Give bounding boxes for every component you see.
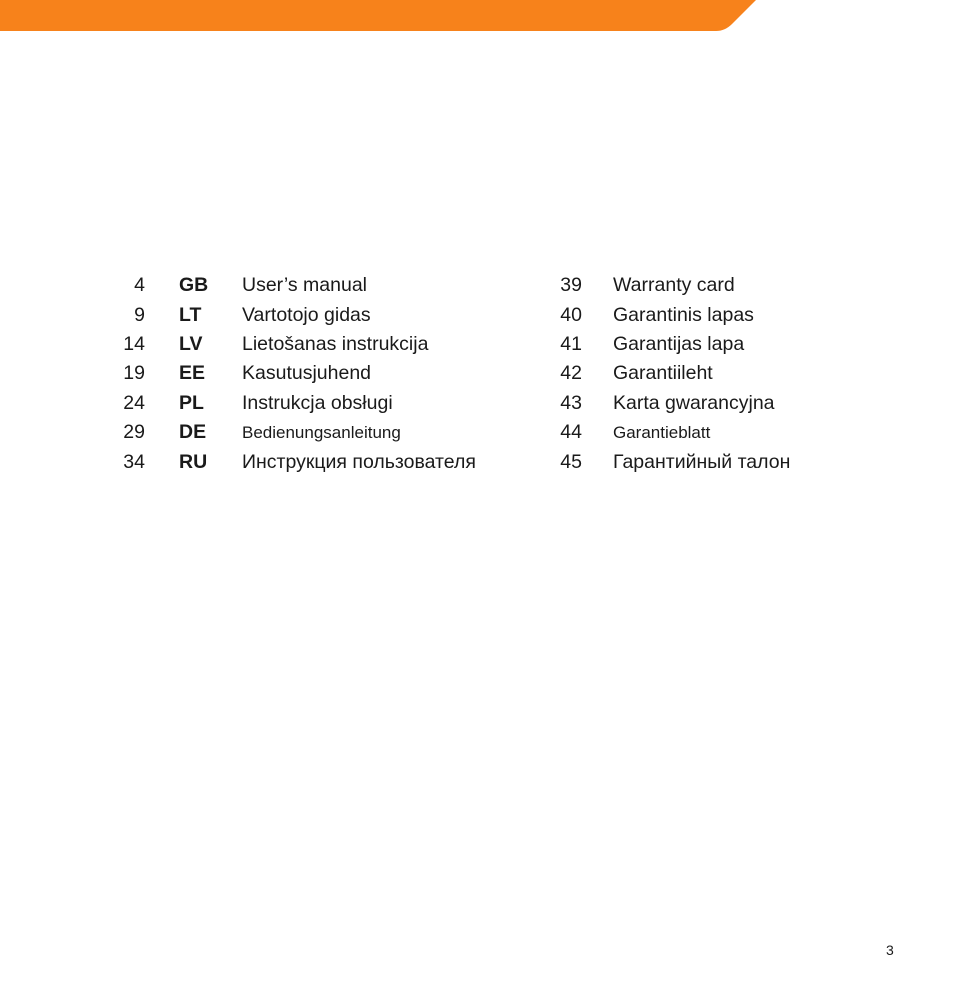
warranty-entry-ee (540, 359, 790, 388)
toc-page-number: 29 (123, 421, 145, 444)
toc-title: Garantijas lapa (613, 332, 745, 355)
toc-language-code: DE (179, 421, 207, 444)
toc-language-code: GB (179, 274, 209, 297)
toc-title: Warranty card (613, 274, 735, 297)
toc-language-code: EE (179, 362, 206, 385)
toc-page-number: 42 (560, 362, 582, 385)
toc-entry-lv (100, 330, 476, 359)
toc-title: Kasutusjuhend (242, 362, 372, 385)
toc-title: Karta gwarancyjna (613, 391, 775, 414)
toc-page-number: 9 (134, 303, 145, 326)
warranty-column (540, 271, 790, 477)
toc-entry-ee (100, 359, 476, 388)
toc-entry-ru (100, 447, 476, 476)
toc-page-number: 40 (560, 303, 582, 326)
manuals-column (100, 271, 476, 477)
toc-language-code: PL (179, 391, 204, 414)
toc-page-number: 14 (123, 332, 145, 355)
toc-title: Vartotojo gidas (242, 303, 371, 326)
toc-page-number: 24 (123, 391, 145, 414)
toc-page-number: 45 (560, 450, 582, 473)
toc-title: User’s manual (242, 274, 367, 297)
toc-language-code: RU (179, 450, 208, 473)
warranty-entry-de (540, 418, 790, 447)
toc-title: Instrukcja obsługi (242, 391, 393, 414)
header-band (0, 0, 954, 31)
warranty-entry-lt (540, 300, 790, 329)
toc-title: Bedienungsanleitung (242, 422, 401, 442)
warranty-entry-lv (540, 330, 790, 359)
warranty-entry-ru (540, 447, 790, 476)
toc-title: Lietošanas instrukcija (242, 332, 429, 355)
toc-page-number: 43 (560, 391, 582, 414)
warranty-entry-pl (540, 389, 790, 418)
toc-title: Garantinis lapas (613, 303, 754, 326)
toc-title: Garantiileht (613, 362, 713, 385)
toc-entry-gb (100, 271, 476, 300)
toc-page-number: 34 (123, 450, 145, 473)
toc-language-code: LV (179, 332, 203, 355)
toc-entry-pl (100, 389, 476, 418)
toc-page-number: 39 (560, 274, 582, 297)
toc-entry-lt (100, 300, 476, 329)
toc-language-code: LT (179, 303, 202, 326)
warranty-entry-gb (540, 271, 790, 300)
toc-page-number: 44 (560, 421, 582, 444)
page-number: 3 (886, 942, 894, 958)
toc-title: Гарантийный талон (613, 450, 791, 473)
toc-title: Инструкция пользователя (242, 450, 476, 473)
toc-page-number: 4 (134, 274, 145, 297)
toc-page-number: 41 (560, 332, 582, 355)
toc-title: Garantieblatt (613, 422, 711, 442)
header-band-shape (0, 0, 756, 31)
toc-entry-de (100, 418, 476, 447)
toc-page-number: 19 (123, 362, 145, 385)
